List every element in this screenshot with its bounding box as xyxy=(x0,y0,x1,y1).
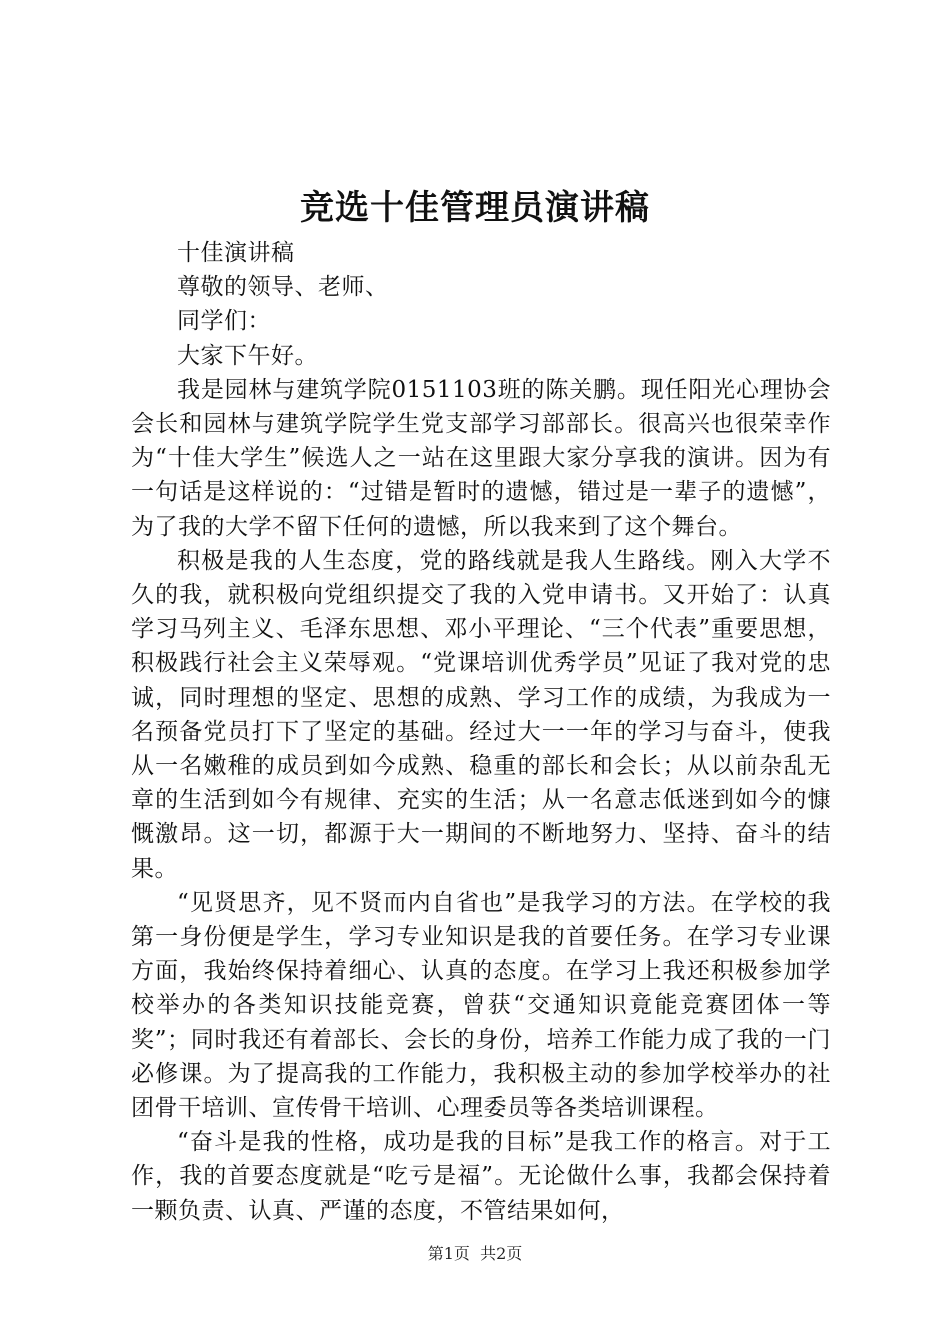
salutation-line-1: 尊敬的领导、老师、 xyxy=(177,274,389,301)
document-title: 竞选十佳管理员演讲稿 xyxy=(300,188,650,228)
salutation-line-2: 同学们： xyxy=(177,308,271,335)
subtitle-line: 十佳演讲稿 xyxy=(177,240,295,266)
page-number: 第1页 共2页 xyxy=(427,1244,523,1263)
paragraph-attitude: 积极是我的人生态度，党的路线就是我人生路线。刚入大学不久的我，就积极向党组织提交了我的入党申请书。又开始了：认真学习马列主义、毛泽东思想、邓小平理论、“三个代表”重要思想，积极践行社会主义荣辱观。“党课培训优秀学员”见证了我对党的忠诚，同时理想的坚定、思想的成熟、学习工作的成绩，为我成为一名预备党员打下了坚定的基础。经过大一一年的学习与奋斗，使我从一名嫩稚的成员到如今成熟、稳重的部长和会长；从以前杂乱无章的生活到如今有规律、充实的生活；从一名意志低迷到如今的慷慨激昂。这一切，都源于大一期间的不断地努力、坚持、奋斗的结果。 xyxy=(131,547,831,882)
page-footer xyxy=(0,1244,950,1264)
greeting-line: 大家下午好。 xyxy=(177,342,318,369)
paragraph-introduction: 我是园林与建筑学院0151103班的陈关鹏。现任阳光心理协会会长和园林与建筑学院学生党支部学习部部长。很高兴也很荣幸作为“十佳大学生”候选人之一站在这里跟大家分享我的演讲。因为有一句话是这样说的：“过错是暂时的遗憾，错过是一辈子的遗憾”，为了我的大学不留下任何的遗憾，所以我来到了这个舞台。 xyxy=(131,376,831,540)
document-body xyxy=(131,236,831,1228)
paragraph-study: “见贤思齐，见不贤而内自省也”是我学习的方法。在学校的我第一身份便是学生，学习专业知识是我的首要任务。在学习专业课方面，我始终保持着细心、认真的态度。在学习上我还积极参加学校举办的各类知识技能竞赛，曾获“交通知识竟能竞赛团体一等奖”；同时我还有着部长、会长的身份，培养工作能力成了我的一门必修课。为了提高我的工作能力，我积极主动的参加学校举办的社团骨干培训、宣传骨干培训、心理委员等各类培训课程。 xyxy=(131,889,831,1122)
paragraph-work: “奋斗是我的性格，成功是我的目标”是我工作的格言。对于工作，我的首要态度就是“吃亏是福”。无论做什么事，我都会保持着一颗负责、认真、严谨的态度，不管结果如何， xyxy=(131,1129,831,1224)
